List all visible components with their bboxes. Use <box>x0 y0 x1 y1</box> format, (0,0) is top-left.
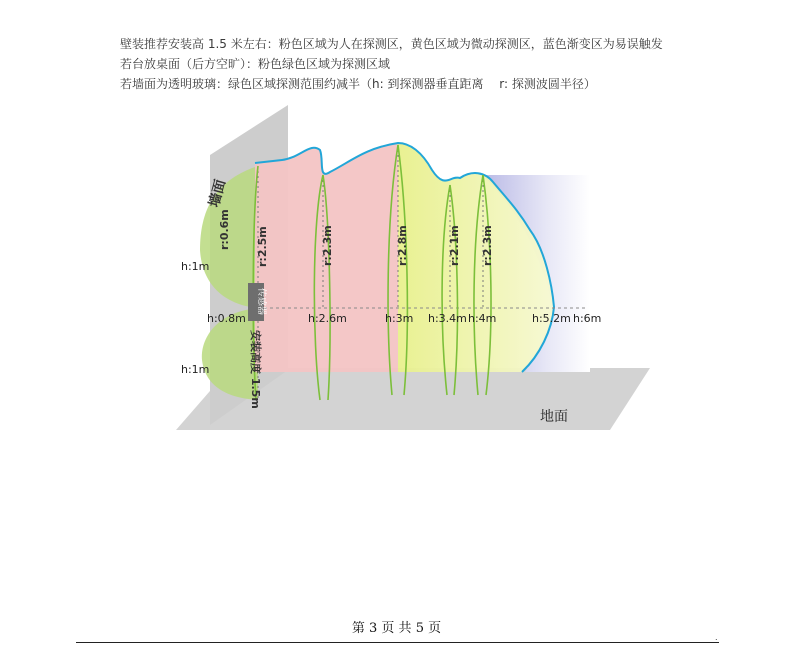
distance-label-3: h:3.4m <box>428 312 467 325</box>
radius-label-0: r:0.6m <box>218 209 231 250</box>
radius-label-1: r:2.5m <box>256 226 269 267</box>
description-line-3: 若墙面为透明玻璃：绿色区域探测范围约减半（h: 到探测器垂直距离 r: 探测波圆半径） <box>120 77 596 91</box>
distance-label-4: h:4m <box>468 312 497 325</box>
description-block <box>120 34 663 94</box>
description-line-1: 壁装推荐安装高 1.5 米左右：粉色区域为人在探测区，黄色区域为微动探测区，蓝色渐变区为易误触发 <box>120 37 663 51</box>
distance-label-1: h:2.6m <box>308 312 347 325</box>
distance-label-5: h:5.2m <box>532 312 571 325</box>
footer-rule <box>76 642 719 643</box>
distance-label-0: h:0.8m <box>207 312 246 325</box>
h-down-label: h:1m <box>181 363 210 376</box>
description-line-2: 若台放桌面（后方空旷）：粉色绿色区域为探测区域 <box>120 57 391 71</box>
radius-label-2: r:2.3m <box>321 225 334 266</box>
floor-label: 地面 <box>540 409 568 425</box>
detection-range-diagram <box>160 100 680 440</box>
radius-label-4: r:2.1m <box>448 225 461 266</box>
distance-label-6: h:6m <box>573 312 602 325</box>
h-up-label: h:1m <box>181 260 210 273</box>
page-number: 第 3 页 共 5 页 <box>351 621 442 636</box>
distance-label-2: h:3m <box>385 312 414 325</box>
sensor-label: 传感器 <box>256 288 266 316</box>
install-height-label: 安装高度 1.5m <box>249 330 262 409</box>
wall-label: 墙面 <box>206 177 230 210</box>
footer-dot: . <box>715 633 718 642</box>
radius-label-3: r:2.8m <box>396 225 409 266</box>
radius-label-5: r:2.3m <box>481 225 494 266</box>
